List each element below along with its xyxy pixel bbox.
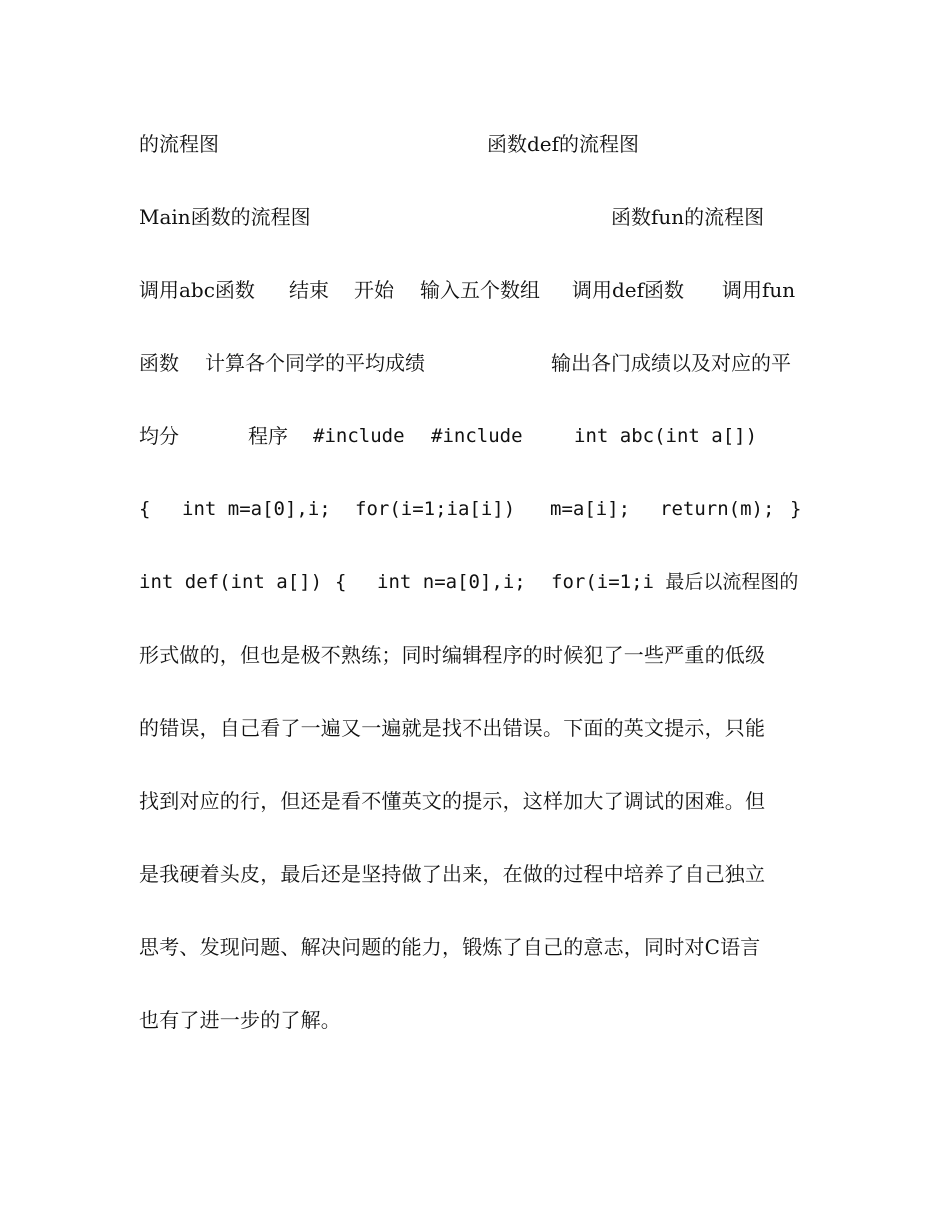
code-include-1: #include: [313, 425, 405, 447]
step-end: 结束: [289, 278, 329, 302]
flowchart-caption-line-2: [139, 202, 819, 232]
code-open-brace-def: {: [335, 571, 347, 593]
code-line-2: [139, 494, 819, 524]
code-def-signature: int def(int a[]): [139, 571, 323, 593]
code-for-loop-abc: for(i=1;ia[i]): [355, 498, 516, 520]
step-input-arrays: 输入五个数组: [420, 278, 540, 302]
code-line-3: [139, 567, 819, 597]
text-program: 程序: [248, 424, 288, 448]
caption-main-flowchart: Main函数的流程图: [139, 205, 311, 229]
code-abc-signature: int abc(int a[]): [574, 425, 758, 447]
caption-fun-flowchart: 函数fun的流程图: [611, 205, 765, 229]
paragraph-line-5: 思考、发现问题、解决问题的能力，锻炼了自己的意志，同时对C语言: [139, 935, 761, 959]
step-start: 开始: [354, 278, 394, 302]
code-line-1: [139, 421, 819, 451]
step-output-scores: 输出各门成绩以及对应的平: [551, 351, 791, 375]
caption-def-flowchart: 函数def的流程图: [487, 132, 640, 156]
paragraph-line-4: 是我硬着头皮，最后还是坚持做了出来，在做的过程中培养了自己独立: [139, 862, 766, 886]
code-for-loop-def: for(i=1;i 最后以流程图的: [551, 571, 799, 593]
flowchart-steps-line: [139, 275, 819, 305]
caption-flowchart: 的流程图: [139, 132, 219, 156]
step-call-fun: 调用fun: [722, 278, 796, 302]
code-return-m: return(m);: [660, 498, 775, 520]
code-assign-m: m=a[i];: [550, 498, 631, 520]
flowchart-steps-line-2: [139, 348, 819, 378]
step-calc-average: 计算各个同学的平均成绩: [205, 351, 425, 375]
step-call-def: 调用def函数: [572, 278, 685, 302]
text-average-score: 均分: [139, 424, 179, 448]
paragraph-line-1: 形式做的，但也是极不熟练；同时编辑程序的时候犯了一些严重的低级: [139, 643, 766, 667]
code-close-brace: }: [790, 498, 802, 520]
paragraph-line-2: 的错误，自己看了一遍又一遍就是找不出错误。下面的英文提示，只能: [139, 716, 766, 740]
flowchart-caption-line-1: [139, 129, 819, 159]
code-include-2: #include: [431, 425, 523, 447]
paragraph-line-6: 也有了进一步的了解。: [139, 1008, 341, 1032]
code-open-brace: {: [139, 498, 151, 520]
code-int-m: int m=a[0],i;: [182, 498, 331, 520]
step-call-abc: 调用abc函数: [139, 278, 255, 302]
step-function-word: 函数: [139, 351, 179, 375]
code-int-n: int n=a[0],i;: [377, 571, 526, 593]
paragraph-line-3: 找到对应的行，但还是看不懂英文的提示，这样加大了调试的困难。但: [139, 789, 766, 813]
